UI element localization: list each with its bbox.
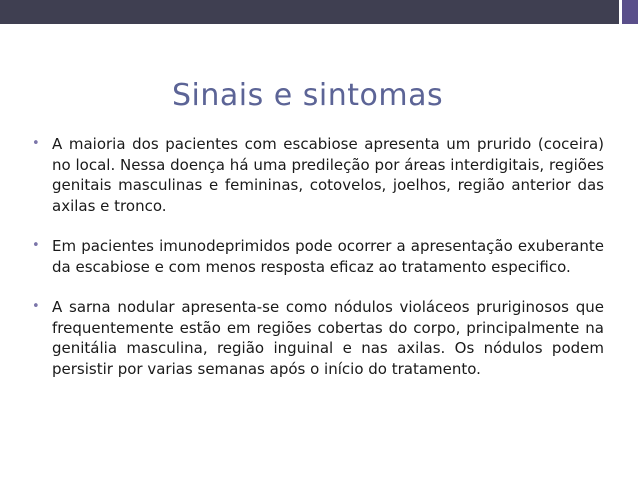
bullet-text: Em pacientes imunodeprimidos pode ocorrer a apresentação exuberante da escabiose e com menos resposta eficaz ao tratamento especifico. (52, 237, 604, 276)
bullet-item (32, 236, 604, 277)
bullet-icon: • (32, 136, 40, 151)
bullet-item (32, 134, 604, 216)
bullet-text: A maioria dos pacientes com escabiose apresenta um prurido (coceira) no local. Nessa doença há uma predileção por áreas interdigitais, regiões genitais masculinas e femininas, cotovelos, joelhos, região anterior das axilas e tronco. (52, 135, 604, 215)
bullet-icon: • (32, 299, 40, 314)
slide-title: Sinais e sintomas (172, 78, 444, 113)
bullet-icon: • (32, 238, 40, 253)
bullet-list (32, 134, 604, 399)
corner-accent (622, 0, 638, 24)
top-bar (0, 0, 638, 24)
bullet-text: A sarna nodular apresenta-se como nódulos violáceos pruriginosos que frequentemente estão em regiões cobertas do corpo, principalmente na genitália masculina, região inguinal e nas axilas. Os nódulos podem persistir por varias semanas após o início do tratamento. (52, 298, 604, 378)
bullet-item (32, 297, 604, 379)
